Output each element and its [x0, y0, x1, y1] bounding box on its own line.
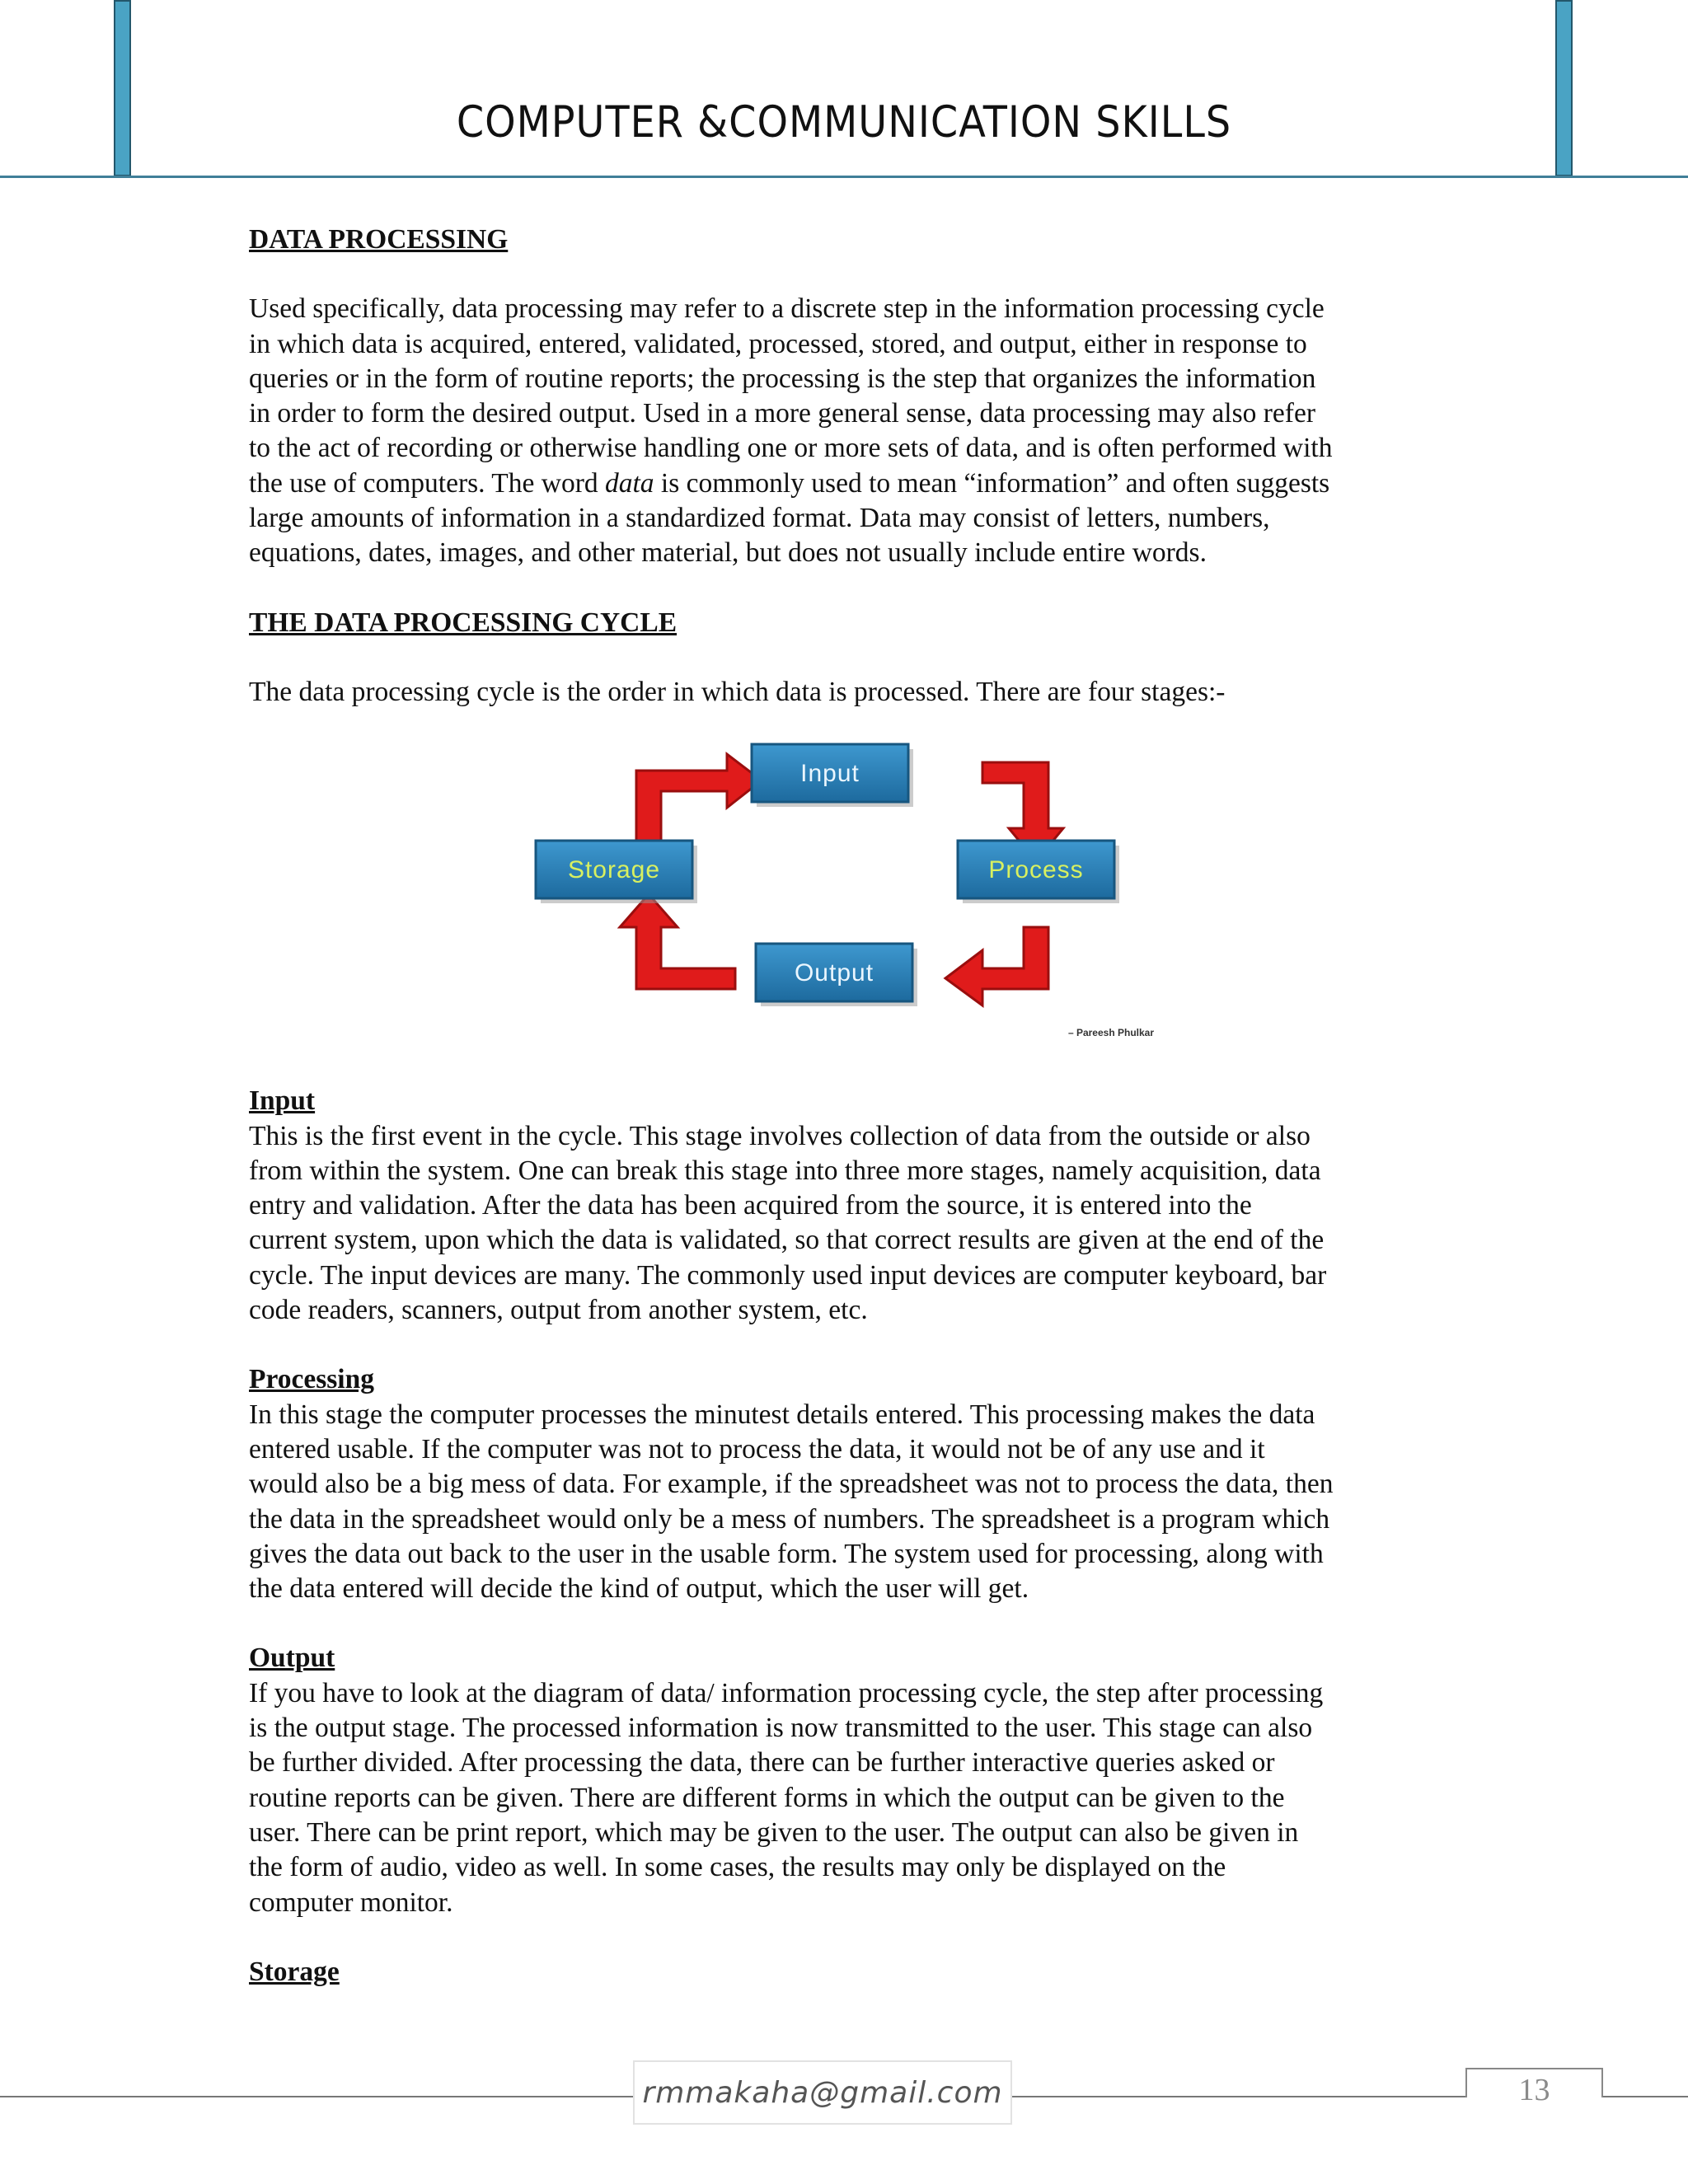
- page-content: [249, 223, 1452, 1990]
- page-number: 13: [1518, 2073, 1550, 2107]
- cycle-diagram-container: [249, 738, 1452, 1084]
- text-line: equations, dates, images, and other material, but does not usually include entire words.: [249, 537, 1207, 569]
- text-line: large amounts of information in a standardized format. Data may consist of letters, numbers,: [249, 503, 1270, 534]
- text-line: would also be a big mess of data. For example, if the spreadsheet was not to process the data, then: [249, 1469, 1334, 1500]
- heading-output: Output: [249, 1643, 335, 1674]
- paragraph-data-processing: [249, 292, 1452, 570]
- text-line: If you have to look at the diagram of data/ information processing cycle, the step after processing: [249, 1677, 1324, 1708]
- arrow-output-to-storage: [620, 894, 735, 989]
- text-line: in order to form the desired output. Used in a more general sense, data processing may also refer: [249, 398, 1315, 429]
- heading-storage: Storage: [249, 1956, 340, 1987]
- text-line: entered usable. If the computer was not to process the data, it would not be of any use and it: [249, 1433, 1265, 1465]
- text-line: the data entered will decide the kind of output, which the user will get.: [249, 1573, 1029, 1605]
- text-line: This is the first event in the cycle. This stage involves collection of data from the outside or also: [249, 1120, 1311, 1151]
- text-line: Used specifically, data processing may refer to a discrete step in the information processing cycle: [249, 293, 1325, 325]
- arrow-process-to-output: [945, 927, 1048, 1005]
- text-line: user. There can be print report, which may be given to the user. The output can also be given in: [249, 1816, 1299, 1848]
- text-line: current system, upon which the data is validated, so that correct results are given at the end of the: [249, 1225, 1325, 1256]
- stage-process: [958, 841, 1119, 903]
- stage-output: [756, 944, 917, 1006]
- text-line: queries or in the form of routine reports; the processing is the step that organizes the information: [249, 363, 1316, 394]
- text-line: is the output stage. The processed information is now transmitted to the user. This stage can also: [249, 1713, 1313, 1744]
- page-header-title: COMPUTER &COMMUNICATION SKILLS: [456, 97, 1232, 148]
- text-line: code readers, scanners, output from another system, etc.: [249, 1295, 868, 1326]
- heading-input: Input: [249, 1085, 316, 1117]
- text-line: [249, 466, 1452, 501]
- text-line: routine reports can be given. There are different forms in which the output can be given to the: [249, 1782, 1285, 1813]
- stage-input: [752, 744, 913, 807]
- stage-output-label: Output: [794, 959, 874, 987]
- text-line: in which data is acquired, entered, validated, processed, stored, and output, either in response to: [249, 328, 1307, 359]
- data-processing-cycle-diagram: [529, 738, 1189, 1084]
- paragraph-input: [249, 1119, 1452, 1329]
- header-rule: [0, 176, 1688, 178]
- heading-data-processing: DATA PROCESSING: [249, 224, 509, 255]
- paragraph-output: [249, 1676, 1452, 1920]
- footer-rule-right: [1603, 2096, 1688, 2097]
- footer-email: rmmakaha@gmail.com: [633, 2060, 1012, 2125]
- cycle-intro: The data processing cycle is the order in which data is processed. There are four stages:-: [249, 676, 1226, 707]
- text-line: to the act of recording or otherwise handling one or more sets of data, and is often performed with: [249, 433, 1333, 464]
- header-right-bar: [1555, 0, 1573, 176]
- diagram-credit: – Pareesh Phulkar: [1067, 1027, 1154, 1039]
- stage-input-label: Input: [800, 760, 860, 788]
- stage-storage-label: Storage: [567, 856, 661, 884]
- paragraph-processing: [249, 1398, 1452, 1607]
- text-line: cycle. The input devices are many. The commonly used input devices are computer keyboard, bar: [249, 1259, 1327, 1291]
- text-line: from within the system. One can break this stage into three more stages, namely acquisition, data: [249, 1155, 1321, 1186]
- stage-storage: [536, 841, 697, 903]
- footer-rule-middle: [1012, 2096, 1465, 2097]
- footer-rule-left: [0, 2096, 635, 2097]
- text-line: In this stage the computer processes the minutest details entered. This processing makes the data: [249, 1399, 1315, 1430]
- header-left-bar: [114, 0, 131, 176]
- text-line: be further divided. After processing the data, there can be further interactive queries asked or: [249, 1747, 1275, 1779]
- text-line: the form of audio, video as well. In some cases, the results may only be displayed on the: [249, 1852, 1226, 1883]
- heading-processing: Processing: [249, 1364, 374, 1395]
- arrow-storage-to-input: [636, 754, 762, 845]
- text-line: gives the data out back to the user in the usable form. The system used for processing, along with: [249, 1538, 1324, 1569]
- stage-process-label: Process: [988, 856, 1084, 884]
- text-fragment: the use of computers. The word: [249, 467, 605, 499]
- text-line: computer monitor.: [249, 1886, 453, 1918]
- italic-word-data: data: [604, 467, 654, 499]
- text-line: entry and validation. After the data has been acquired from the source, it is entered into the: [249, 1190, 1252, 1221]
- text-line: the data in the spreadsheet would only be a mess of numbers. The spreadsheet is a program which: [249, 1503, 1330, 1535]
- text-fragment: is commonly used to mean “information” and often suggests: [654, 467, 1330, 499]
- heading-data-processing-cycle: THE DATA PROCESSING CYCLE: [249, 607, 678, 638]
